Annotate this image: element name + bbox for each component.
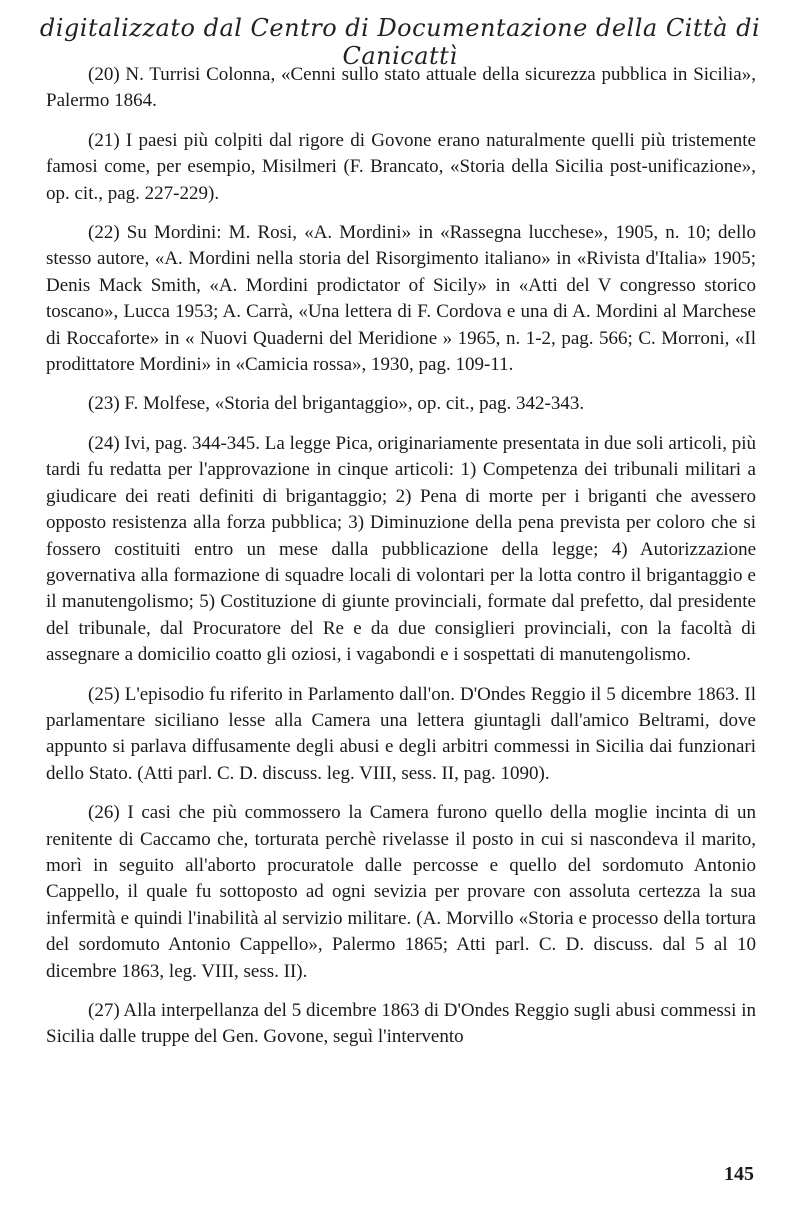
- footnote-22: (22) Su Mordini: M. Rosi, «A. Mordini» in «Rassegna lucchese», 1905, n. 10; dello stesso autore, «A. Mordini nella storia del Risorgimento italiano» in «Rivista d'Italia» 1905; Denis Mack Smith, «A. Mordini prodictator of Sicily» in «Atti del V congresso storico toscano», Lucca 1953; A. Carrà, «Una lettera di F. Cordova e una di A. Mordini al Marchese di Roccaforte» in « Nuovi Quaderni del Meridione » 1965, n. 1-2, pag. 566; C. Morroni, «Il prodittatore Mordini» in «Camicia rossa», 1930, pag. 109-11.: [46, 222, 756, 376]
- footnote-24: (24) Ivi, pag. 344-345. La legge Pica, originariamente presentata in due soli articoli, più tardi fu redatta per l'approvazione in cinque articoli: 1) Competenza dei tribunali militari a giudicare dei reati definiti di brigantaggio; 2) Pena di morte per i briganti che avessero opposto resistenza alla forza pubblica; 3) Diminuzione della pena prevista per coloro che si fossero costituiti entro un mese dalla pubblicazione della legge; 4) Autorizzazione governativa alla formazione di squadre locali di volontari per la lotta contro il brigantaggio e il manutengolismo; 5) Costituzione di giunte provinciali, formate dal prefetto, dal presidente del tribunale, dal Procuratore del Re e da due consiglieri provinciali, con la facoltà di assegnare a domicilio coatto gli oziosi, i vagabondi e i sospettati di manutengolismo.: [46, 432, 756, 666]
- footnote-21: (21) I paesi più colpiti dal rigore di Govone erano naturalmente quelli più tristemente famosi come, per esempio, Misilmeri (F. Brancato, «Storia della Sicilia post-unificazione», op. cit., pag. 227-229).: [46, 129, 756, 204]
- footnote-26: (26) I casi che più commossero la Camera furono quello della moglie incinta di un renitente di Caccamo che, torturata perchè rivelasse il posto in cui si nascondeva il marito, morì in seguito all'aborto procuratole dalle percosse e quello del sordomuto Antonio Cappello, il quale fu sottoposto ad ogni sevizia per provare con assoluta certezza la sua infermità e quindi l'inabilità al servizio militare. (A. Morvillo «Storia e processo della tortura del sordomuto Antonio Cappello», Palermo 1865; Atti parl. C. D. discuss. dal 5 al 10 dicembre 1863, leg. VIII, sess. II).: [46, 802, 756, 982]
- footnote-23: (23) F. Molfese, «Storia del brigantaggio», op. cit., pag. 342-343.: [88, 393, 585, 415]
- page-number: 145: [724, 1163, 754, 1185]
- footnote-25: (25) L'episodio fu riferito in Parlamento dall'on. D'Ondes Reggio il 5 dicembre 1863. Il parlamentare siciliano lesse alla Camera una lettera giuntagli dall'amico Beltrami, dove appunto si parlava diffusamente degli abusi e degli arbitri commessi in Sicilia dai funzionari dello Stato. (Atti parl. C. D. discuss. leg. VIII, sess. II, pag. 1090).: [46, 683, 756, 784]
- digitization-watermark: digitalizzato dal Centro di Documentazione della Città di Canicattì: [39, 14, 761, 70]
- footnotes-section: [46, 62, 756, 1064]
- footnote-20: (20) N. Turrisi Colonna, «Cenni sullo stato attuale della sicurezza pubblica in Sicilia», Palermo 1864.: [46, 64, 756, 112]
- footnote-27: (27) Alla interpellanza del 5 dicembre 1863 di D'Ondes Reggio sugli abusi commessi in Sicilia dalle truppe del Gen. Govone, seguì l'intervento: [46, 1000, 756, 1048]
